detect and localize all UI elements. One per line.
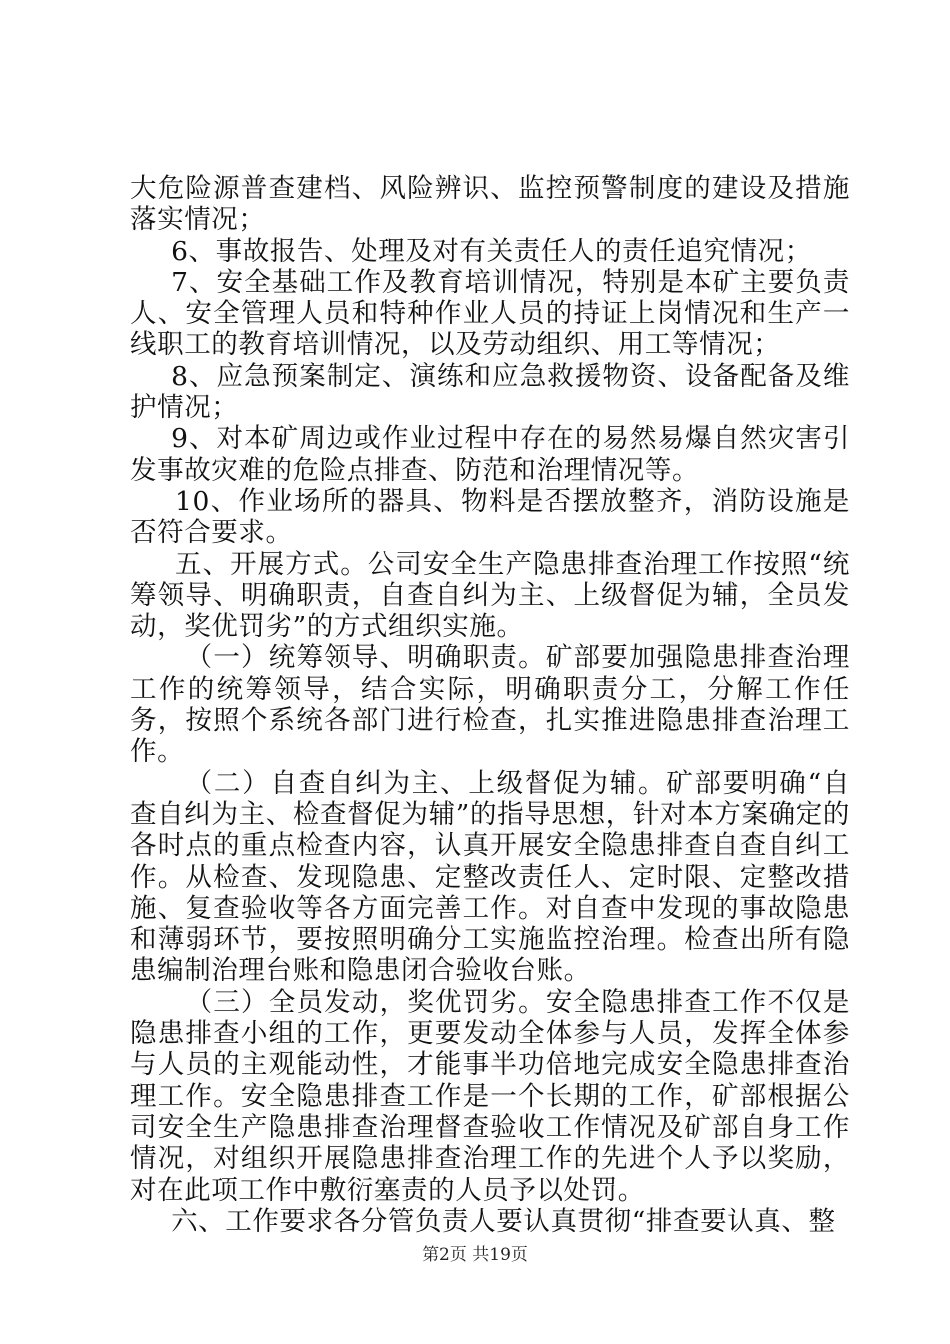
paragraph-hazard-source: 大危险源普查建档、风险辨识、监控预警制度的建设及措施落实情况；	[130, 173, 850, 236]
paragraph-item-7: 7、安全基础工作及教育培训情况，特别是本矿主要负责人、安全管理人员和特种作业人员的持证上岗情况和生产一线职工的教育培训情况，以及劳动组织、用工等情况；	[130, 266, 850, 361]
paragraph-item-6: 6、事故报告、处理及对有关责任人的责任追究情况；	[171, 235, 812, 267]
paragraph-subsection-2: （二）自查自纠为主、上级督促为辅。矿部要明确“自查自纠为主、检查督促为辅”的指导思想，针对本方案确定的各时点的重点检查内容，认真开展安全隐患排查自查自纠工作。从检查、发现隐患、定整改责任人、定时限、定整改措施、复查验收等各方面完善工作。对自查中发现的事故隐患和薄弱环节，要按照明确分工实施监控治理。检查出所有隐患编制治理台账和隐患闭合验收台账。	[130, 767, 850, 987]
paragraph-subsection-1: （一）统筹领导、明确职责。矿部要加强隐患排查治理工作的统筹领导，结合实际，明确职责分工，分解工作任务，按照个系统各部门进行检查，扎实推进隐患排查治理工作。	[130, 642, 850, 768]
paragraph-subsection-3: （三）全员发动，奖优罚劣。安全隐患排查工作不仅是隐患排查小组的工作，更要发动全体参与人员，发挥全体参与人员的主观能动性，才能事半功倍地完成安全隐患排查治理工作。安全隐患排查工作是一个长期的工作，矿部根据公司安全生产隐患排查治理督查验收工作情况及矿部自身工作情况，对组织开展隐患排查治理工作的先进个人予以奖励，对在此项工作中敷衍塞责的人员予以处罚。	[130, 986, 850, 1206]
document-body	[130, 173, 850, 1237]
paragraph-item-8: 8、应急预案制定、演练和应急救援物资、设备配备及维护情况；	[130, 360, 850, 424]
paragraph-section-5: 五、开展方式。公司安全生产隐患排查治理工作按照“统筹领导、明确职责，自查自纠为主、上级督促为辅，全员发动，奖优罚劣”的方式组织实施。	[130, 548, 850, 643]
page-number-footer: 第2页 共19页	[422, 1245, 528, 1265]
paragraph-item-9: 9、对本矿周边或作业过程中存在的易然易爆自然灾害引发事故灾难的危险点排查、防范和治理情况等。	[130, 423, 850, 486]
paragraph-section-6: 六、工作要求各分管负责人要认真贯彻“排查要认真、整	[171, 1205, 836, 1237]
paragraph-item-10: 10、作业场所的器具、物料是否摆放整齐，消防设施是否符合要求。	[130, 485, 850, 549]
